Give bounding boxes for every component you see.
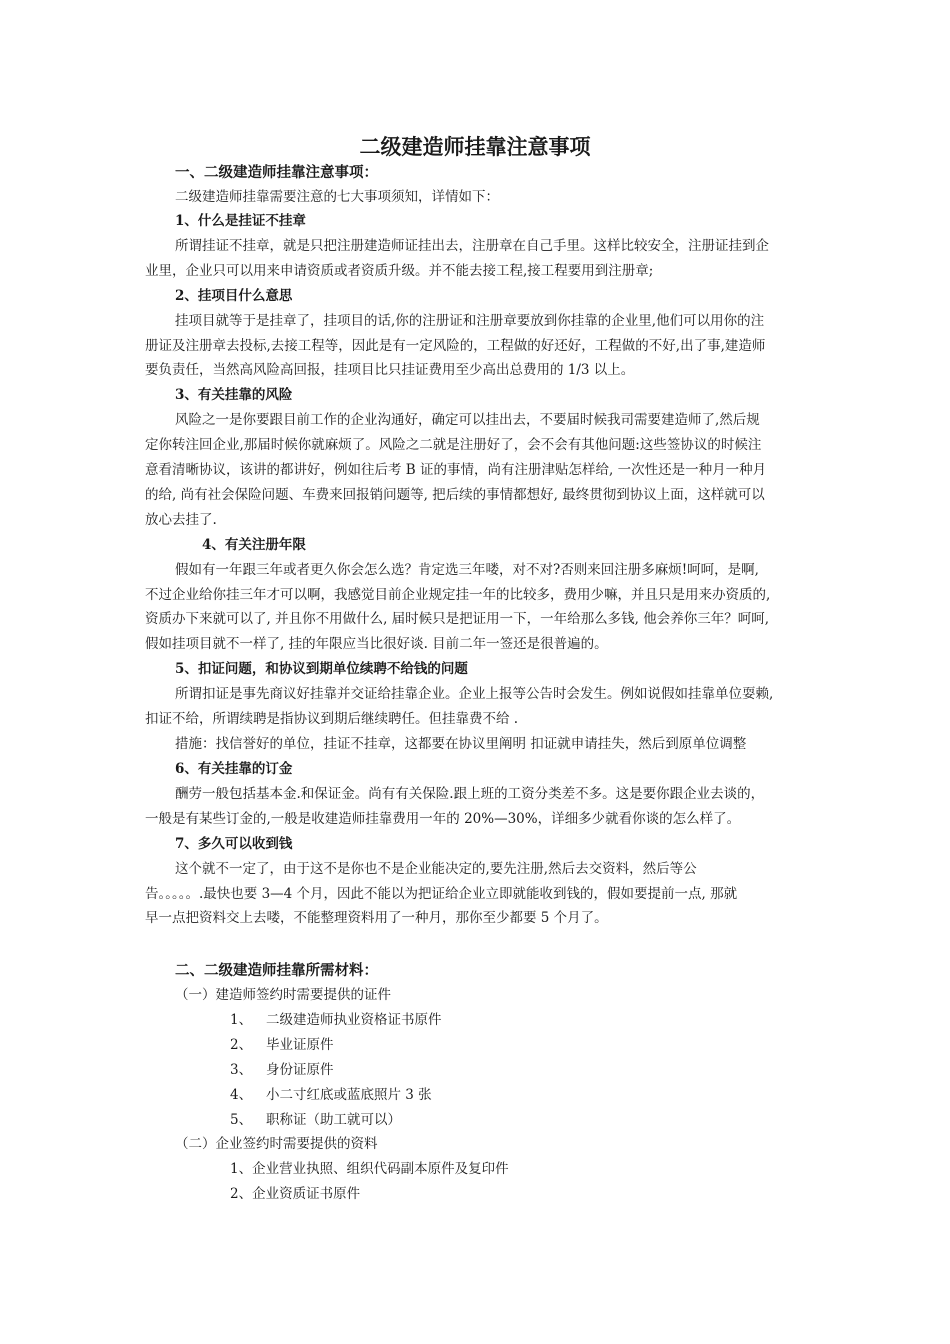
group2-heading: （二）企业签约时需要提供的资料 xyxy=(175,1136,378,1152)
group1-item-num: 5、 xyxy=(230,1112,253,1128)
group1-item-text: 二级建造师执业资格证书原件 xyxy=(266,1012,442,1028)
item7-line: 这个就不一定了，由于这不是你也不是企业能决定的,要先注册,然后去交资料，然后等公 xyxy=(175,861,697,877)
item6-line: 一般是有某些订金的,一般是收建造师挂靠费用一年的 20%—30%，详细多少就看你谈的怎么样了。 xyxy=(145,811,741,827)
section2-heading: 二、二级建造师挂靠所需材料： xyxy=(175,962,378,979)
item4-line: 资质办下来就可以了, 并且你不用做什么, 届时候只是把证用一下，一年给那么多钱, 他会养你三年？呵呵, xyxy=(145,611,770,627)
item2-heading: 2、挂项目什么意思 xyxy=(175,288,293,304)
item3-line: 意看清晰协议，该讲的都讲好，例如往后考 B 证的事情，尚有注册津贴怎样给, 一次性还是一种月一种月 xyxy=(145,462,767,478)
item1-line: 所谓挂证不挂章，就是只把注册建造师证挂出去，注册章在自己手里。这样比较安全，注册证挂到企 xyxy=(175,238,769,254)
item3-line: 放心去挂了. xyxy=(145,512,217,528)
item3-heading: 3、有关挂靠的风险 xyxy=(175,387,293,403)
item7-line: 告。。。。。.最快也要 3—4 个月，因此不能以为把证给企业立即就能收到钱的，假如要提前一点, 那就 xyxy=(145,886,738,902)
group1-item-text: 职称证（助工就可以） xyxy=(266,1112,401,1128)
page-title: 二级建造师挂靠注意事项 xyxy=(359,134,591,159)
item4-line: 假如有一年跟三年或者更久你会怎么选？肯定选三年喽，对不对?否则来回注册多麻烦!呵呵，是啊, xyxy=(175,562,759,578)
group1-item-text: 小二寸红底或蓝底照片 3 张 xyxy=(266,1087,432,1103)
item7-heading: 7、多久可以收到钱 xyxy=(175,836,293,852)
item4-heading: 4、有关注册年限 xyxy=(202,537,306,553)
item5-heading: 5、扣证问题，和协议到期单位续聘不给钱的问题 xyxy=(175,661,468,677)
section1-heading: 一、二级建造师挂靠注意事项： xyxy=(175,164,378,181)
item2-line: 要负责任，当然高风险高回报，挂项目比只挂证费用至少高出总费用的 1/3 以上。 xyxy=(145,362,635,378)
item1-heading: 1、什么是挂证不挂章 xyxy=(175,213,306,229)
group1-item-num: 2、 xyxy=(230,1037,253,1053)
group1-heading: （一）建造师签约时需要提供的证件 xyxy=(175,987,391,1003)
item4-line: 不过企业给你挂三年才可以啊，我感觉目前企业规定挂一年的比较多，费用少嘛，并且只是用来办资质的, xyxy=(145,587,771,603)
item6-line: 酬劳一般包括基本金.和保证金。尚有有关保险.跟上班的工资分类差不多。这是要你跟企业去谈的， xyxy=(175,786,765,802)
item2-line: 册证及注册章去投标,去接工程等，因此是有一定风险的，工程做的好还好，工程做的不好,出了事,建造师 xyxy=(145,338,766,354)
group1-item-num: 1、 xyxy=(230,1012,253,1028)
item3-line: 定你转注回企业,那届时候你就麻烦了。风险之二就是注册好了，会不会有其他问题:这些签协议的时候注 xyxy=(145,437,762,453)
group2-item: 2、企业资质证书原件 xyxy=(230,1186,361,1202)
item1-line: 业里，企业只可以用来申请资质或者资质升级。并不能去接工程,接工程要用到注册章; xyxy=(145,263,654,279)
group1-item-num: 3、 xyxy=(230,1062,253,1078)
item3-line: 风险之一是你要跟目前工作的企业沟通好，确定可以挂出去，不要届时候我司需要建造师了,然后规 xyxy=(175,412,760,428)
section1-intro: 二级建造师挂靠需要注意的七大事项须知，详情如下： xyxy=(175,189,499,205)
item5-line: 扣证不给，所谓续聘是指协议到期后继续聘任。但挂靠费不给 . xyxy=(145,711,519,727)
item4-line: 假如挂项目就不一样了, 挂的年限应当比很好谈. 目前二年一签还是很普遍的。 xyxy=(145,636,608,652)
group1-item-text: 身份证原件 xyxy=(266,1062,334,1078)
item6-heading: 6、有关挂靠的订金 xyxy=(175,761,293,777)
group2-item: 1、企业营业执照、组织代码副本原件及复印件 xyxy=(230,1161,509,1177)
item3-line: 的给, 尚有社会保险问题、车费来回报销问题等, 把后续的事情都想好, 最终贯彻到协议上面，这样就可以 xyxy=(145,487,765,503)
group1-item-text: 毕业证原件 xyxy=(266,1037,334,1053)
item5-line: 所谓扣证是事先商议好挂靠并交证给挂靠企业。企业上报等公告时会发生。例如说假如挂靠单位耍赖, xyxy=(175,686,774,702)
item5-line: 措施：找信誉好的单位，挂证不挂章，这都要在协议里阐明 扣证就申请挂失，然后到原单位调整 xyxy=(175,736,747,752)
item2-line: 挂项目就等于是挂章了，挂项目的话,你的注册证和注册章要放到你挂靠的企业里,他们可以用你的注 xyxy=(175,313,765,329)
group1-item-num: 4、 xyxy=(230,1087,253,1103)
item7-line: 早一点把资料交上去喽，不能整理资料用了一种月，那你至少都要 5 个月了。 xyxy=(145,910,608,926)
